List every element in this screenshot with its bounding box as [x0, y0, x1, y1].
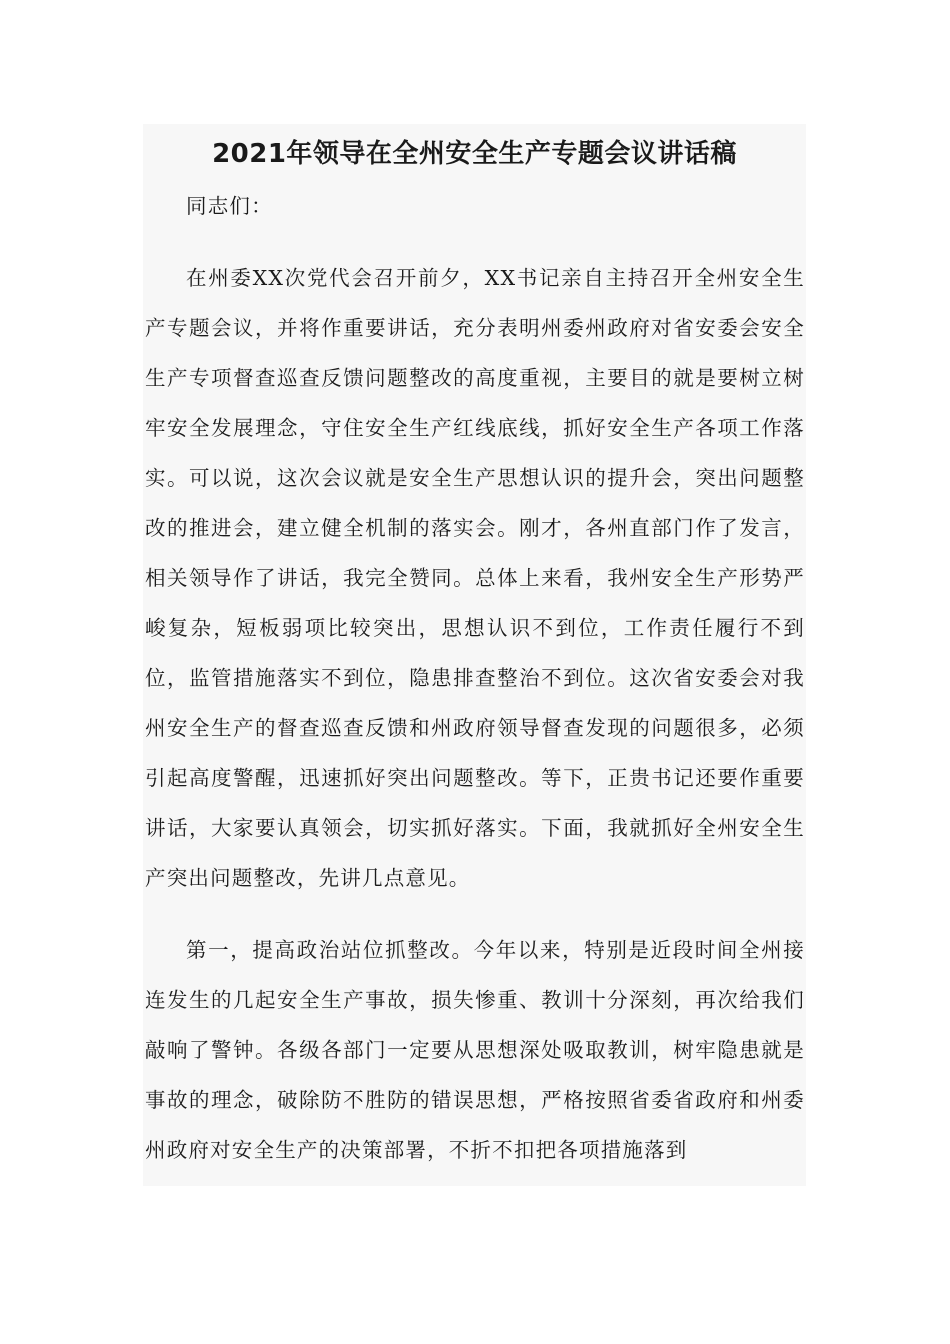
- salutation: 同志们：: [186, 194, 273, 218]
- document-body: [145, 181, 805, 1197]
- paragraph-2: 第一，提高政治站位抓整改。今年以来，特别是近段时间全州接连发生的几起安全生产事故，损失惨重、教训十分深刻，再次给我们敲响了警钟。各级各部门一定要从思想深处吸取教训，树牢隐患就是事故的理念，破除防不胜防的错误思想，严格按照省委省政府和州委州政府对安全生产的决策部署，不折不扣把各项措施落到: [145, 938, 805, 1162]
- document-title: 2021年领导在全州安全生产专题会议讲话稿: [212, 139, 737, 169]
- paragraph-1: 在州委XX次党代会召开前夕，XX书记亲自主持召开全州安全生产专题会议，并将作重要讲话，充分表明州委州政府对省安委会安全生产专项督查巡查反馈问题整改的高度重视，主要目的就是要树立树牢安全发展理念，守住安全生产红线底线，抓好安全生产各项工作落实。可以说，这次会议就是安全生产思想认识的提升会，突出问题整改的推进会，建立健全机制的落实会。刚才，各州直部门作了发言，相关领导作了讲话，我完全赞同。总体上来看，我州安全生产形势严峻复杂，短板弱项比较突出，思想认识不到位，工作责任履行不到位，监管措施落实不到位，隐患排查整治不到位。这次省安委会对我州安全生产的督查巡查反馈和州政府领导督查发现的问题很多，必须引起高度警醒，迅速抓好突出问题整改。等下，正贵书记还要作重要讲话，大家要认真领会，切实抓好落实。下面，我就抓好全州安全生产突出问题整改，先讲几点意见。: [145, 266, 805, 890]
